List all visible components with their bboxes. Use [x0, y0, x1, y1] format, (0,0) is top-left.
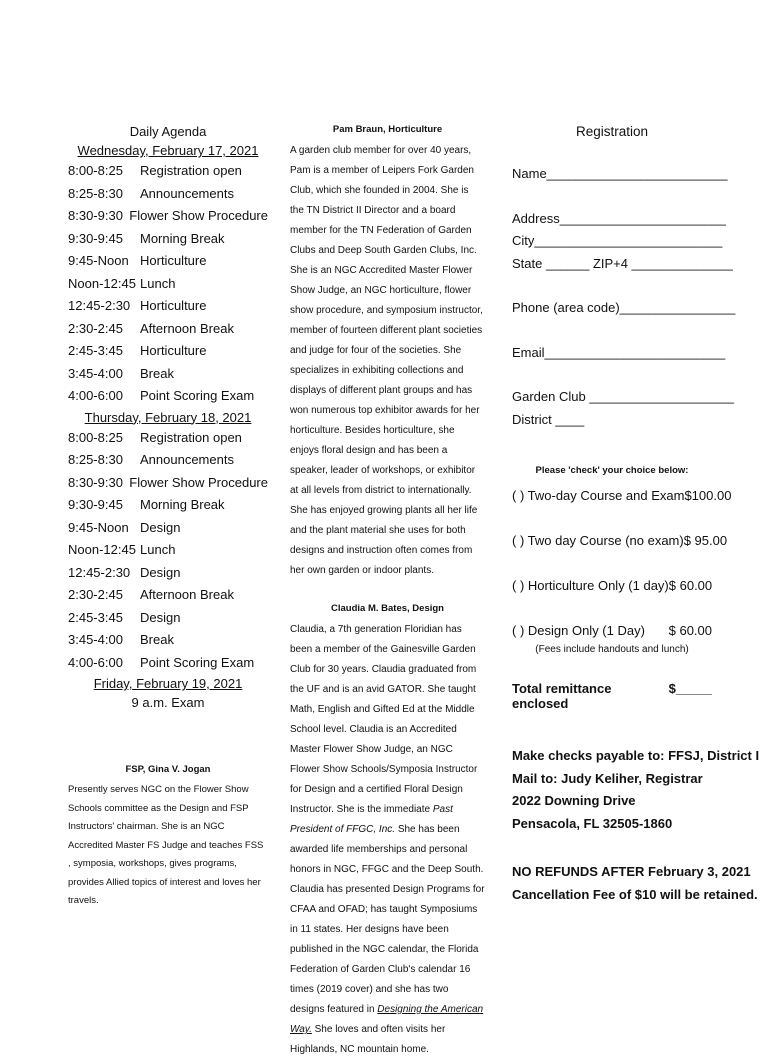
agenda-activity: Design	[140, 564, 181, 580]
agenda-time: 8:00-8:25	[68, 163, 123, 178]
agenda-row	[68, 517, 268, 540]
agenda-row	[68, 472, 268, 495]
choice-price: $100.00	[684, 488, 732, 503]
claudia-bio-italic-1: Past President of FFGC, Inc.	[290, 804, 453, 835]
agenda-time: 3:45-4:00	[68, 632, 123, 647]
day-heading-wednesday: Wednesday, February 17, 2021	[77, 143, 259, 158]
agenda-time: 12:45-2:30	[68, 564, 131, 580]
agenda-row	[68, 183, 268, 206]
agenda-activity: Break	[140, 632, 174, 647]
agenda-time: 9:45-Noon	[68, 253, 129, 268]
agenda-time: 2:45-3:45	[68, 343, 123, 358]
agenda-activity: Design	[140, 609, 181, 625]
no-refunds-line: NO REFUNDS AFTER February 3, 2021	[512, 864, 751, 879]
agenda-activity: Morning Break	[140, 230, 225, 246]
agenda-list-wednesday	[68, 160, 268, 408]
agenda-time: 3:45-4:00	[68, 365, 123, 381]
choice-price: $ 60.00	[668, 623, 712, 638]
agenda-time: 8:30-9:30	[68, 208, 123, 223]
fsp-bio-section	[68, 764, 268, 911]
agenda-row	[68, 629, 268, 652]
agenda-activity: Horticulture	[140, 253, 207, 268]
claudia-bio-text	[290, 620, 485, 1060]
choice-horticulture-only[interactable]	[512, 574, 712, 597]
choice-two-day-no-exam[interactable]	[512, 529, 728, 552]
agenda-row	[68, 363, 268, 386]
payable-line: Make checks payable to: FFSJ, District I	[512, 748, 760, 763]
choice-price: $ 95.00	[683, 533, 728, 548]
garden-club-field[interactable]: Garden Club ____________________	[512, 389, 734, 404]
name-field[interactable]: Name_________________________	[512, 166, 728, 181]
agenda-row	[68, 295, 268, 318]
agenda-row	[68, 160, 268, 183]
instructors-column	[290, 120, 485, 1060]
agenda-activity: Registration open	[140, 429, 242, 445]
claudia-bio-part-2: She has been awarded life memberships and personal honors in NGC, FFGC and the Deep South. Claudia has presented Design Programs for CFAA and OFAD; has taught Symposiums in 11 states. Her designs have been published in the NGC calendar, the Florida Federation of Garden Club's calendar 16 times (2019 cover) and she has two designs featured in	[290, 824, 485, 1015]
agenda-column	[68, 120, 268, 911]
agenda-activity: Announcements	[140, 185, 234, 201]
total-remittance-field[interactable]	[512, 681, 712, 711]
agenda-row	[68, 250, 268, 273]
agenda-activity: Announcements	[140, 452, 234, 467]
agenda-row	[68, 539, 268, 562]
agenda-activity: Design	[140, 519, 181, 535]
agenda-row	[68, 584, 268, 607]
claudia-bio-part-3: She loves and often visits her Highlands, NC mountain home.	[290, 1024, 446, 1055]
registration-column	[512, 120, 760, 906]
claudia-bio-part-1: Claudia, a 7th generation Floridian has been a member of the Gainesville Garden Club for 30 years. Claudia graduated from the UF and is an avid GATOR. She taught Math, English and Gifted Ed at the Middle School level. Claudia is an Accredited Master Flower Show Judge, an NGC Flower Show Schools/Symposia Instructor for Design and a certified Floral Design Instructor. She is the immediate	[290, 624, 478, 815]
fsp-heading: FSP, Gina V. Jogan	[125, 764, 211, 775]
fees-note: (Fees include handouts and lunch)	[535, 644, 689, 655]
agenda-time: 9:45-Noon	[68, 519, 129, 535]
agenda-activity: Morning Break	[140, 497, 225, 512]
agenda-time: Noon-12:45	[68, 542, 136, 557]
email-field[interactable]: Email_________________________	[512, 344, 726, 360]
agenda-row	[68, 652, 268, 675]
agenda-row	[68, 385, 268, 408]
agenda-time: 9:30-9:45	[68, 230, 123, 246]
agenda-activity: Flower Show Procedure	[129, 474, 268, 490]
agenda-time: 4:00-6:00	[68, 388, 123, 403]
agenda-activity: Horticulture	[140, 298, 207, 313]
choice-label: ( ) Two day Course (no exam)	[512, 533, 684, 548]
agenda-row	[68, 318, 268, 341]
agenda-row	[68, 427, 268, 450]
choice-label: ( ) Two-day Course and Exam	[512, 488, 685, 503]
agenda-time: 8:25-8:30	[68, 185, 123, 201]
registration-title: Registration	[575, 124, 649, 139]
agenda-time: Noon-12:45	[68, 275, 136, 291]
choice-label: ( ) Horticulture Only (1 day)	[512, 578, 669, 593]
agenda-row	[68, 449, 268, 472]
agenda-row	[68, 228, 268, 251]
pam-heading: Pam Braun, Horticulture	[332, 124, 443, 135]
agenda-time: 8:00-8:25	[68, 429, 123, 445]
street-line: 2022 Downing Drive	[512, 793, 636, 808]
agenda-row	[68, 205, 268, 228]
agenda-row	[68, 340, 268, 363]
mailing-info	[512, 745, 760, 835]
choice-design-only[interactable]	[512, 619, 712, 642]
claudia-heading: Claudia M. Bates, Design	[331, 603, 444, 614]
phone-field[interactable]: Phone (area code)________________	[512, 300, 736, 315]
agenda-title: Daily Agenda	[129, 124, 207, 139]
choice-price: $ 60.00	[668, 578, 713, 593]
choice-instructions: Please 'check' your choice below:	[535, 465, 689, 476]
total-value: $_____	[668, 681, 712, 696]
agenda-time: 2:45-3:45	[68, 609, 123, 625]
refund-policy	[512, 861, 758, 906]
district-field[interactable]: District ____	[512, 411, 585, 427]
city-line: Pensacola, FL 32505-1860	[512, 815, 673, 831]
claudia-bio-italic-2: Designing the American Way.	[290, 1004, 484, 1035]
choice-two-day-exam[interactable]	[512, 484, 732, 507]
mail-to-line: Mail to: Judy Keliher, Registrar	[512, 770, 703, 786]
total-label: Total remittance enclosed	[512, 681, 612, 711]
agenda-activity: Break	[140, 365, 174, 381]
day-heading-thursday: Thursday, February 18, 2021	[84, 409, 252, 425]
agenda-time: 4:00-6:00	[68, 654, 123, 670]
cancellation-line: Cancellation Fee of $10 will be retained.	[512, 886, 758, 902]
agenda-time: 2:30-2:45	[68, 587, 123, 602]
agenda-activity: Afternoon Break	[140, 587, 234, 602]
agenda-time: 12:45-2:30	[68, 298, 131, 313]
day-heading-friday: Friday, February 19, 2021	[93, 676, 243, 691]
agenda-row	[68, 607, 268, 630]
choice-label: ( ) Design Only (1 Day)	[512, 623, 645, 638]
agenda-activity: Registration open	[140, 163, 242, 178]
agenda-list-thursday	[68, 427, 268, 675]
agenda-time: 2:30-2:45	[68, 320, 123, 336]
agenda-activity: Point Scoring Exam	[140, 654, 255, 670]
pam-bio-text: A garden club member for over 40 years, Pam is a member of Leipers Fork Garden Club, which she founded in 2004. She is the TN District II Director and a board member for the TN Federation of Garden Clubs and Deep South Garden Clubs, Inc. She is an NGC Accredited Master Flower Show Judge, an NGC horticulture, flower show procedure, and symposium instructor, member of fourteen different plant societies and judge for four of the societies. She specializes in exhibiting collections and displays of different plant groups and has won numerous top exhibitor awards for her horticulture. Besides horticulture, she enjoys floral design and has been a speaker, leader of workshops, or exhibitor at all levels from district to internationally. She has enjoyed growing plants all her life and the plant material she uses for both designs and instruction often comes from her own garden or indoor plants.	[290, 145, 483, 576]
agenda-time: 9:30-9:45	[68, 497, 123, 512]
agenda-activity: Point Scoring Exam	[140, 388, 255, 403]
city-field[interactable]: City__________________________	[512, 233, 723, 248]
friday-exam-note: 9 a.m. Exam	[131, 695, 205, 710]
agenda-activity: Lunch	[140, 542, 176, 557]
state-zip-field[interactable]: State ______ ZIP+4 ______________	[512, 255, 733, 271]
agenda-row	[68, 273, 268, 296]
agenda-time: 8:30-9:30	[68, 474, 123, 490]
fsp-bio-text: Presently serves NGC on the Flower Show Schools committee as the Design and FSP Instructors' chairman. She is an NGC Accredited Master FS Judge and teaches FSS , symposia, workshops, gives programs, provides Allied topics of interest and loves her travels.	[68, 784, 264, 906]
agenda-activity: Afternoon Break	[140, 320, 234, 336]
agenda-time: 8:25-8:30	[68, 452, 123, 467]
agenda-activity: Flower Show Procedure	[129, 208, 268, 223]
agenda-activity: Horticulture	[140, 343, 207, 358]
address-field[interactable]: Address_______________________	[512, 210, 726, 226]
agenda-row	[68, 494, 268, 517]
agenda-activity: Lunch	[140, 275, 176, 291]
agenda-row	[68, 562, 268, 585]
